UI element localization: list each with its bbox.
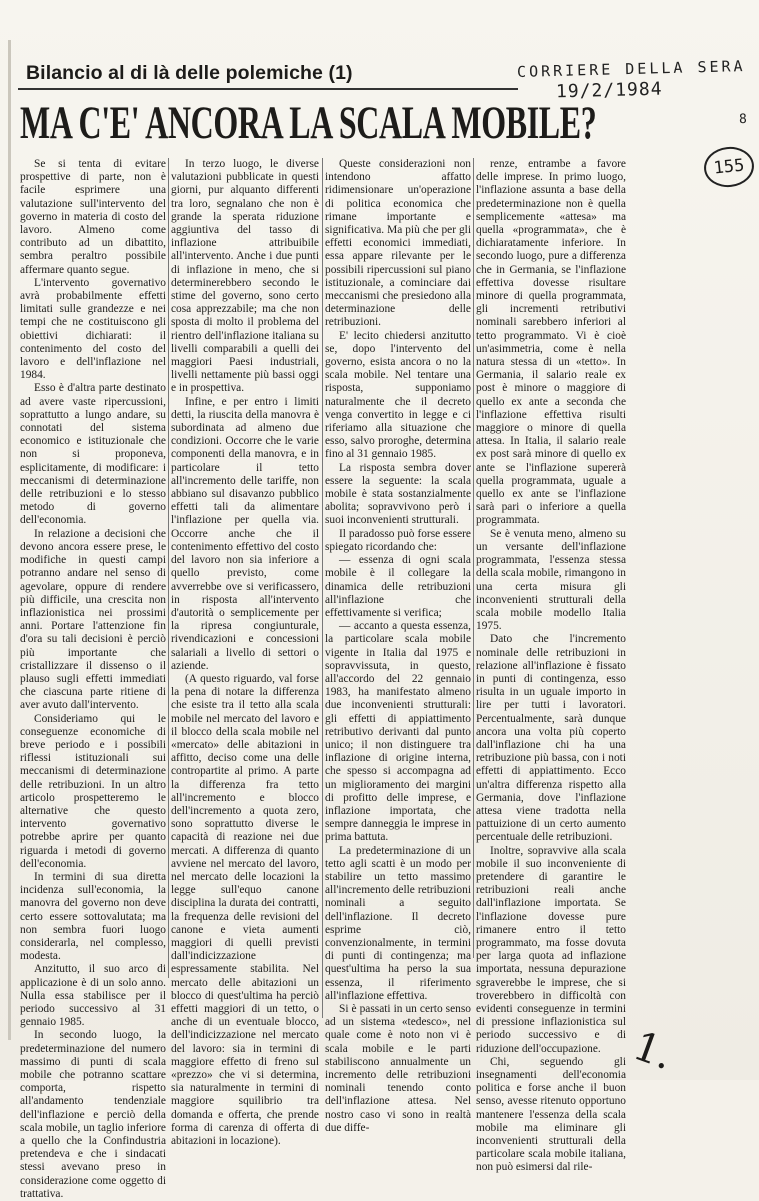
kicker-rule	[18, 88, 518, 90]
article-column-3	[325, 158, 471, 1134]
paragraph: Si è passati in un certo senso ad un sistema «tedesco», nel quale come è noto non vi è scala mobile e le parti stabiliscono annualmente un incremento delle retribuzioni nominali tenendo conto dell'inflazione attesa. Nel nostro caso vi sono in realtà due diffe-	[325, 1003, 471, 1134]
column-divider	[322, 158, 323, 1018]
article-headline: MA C'E' ANCORA LA SCALA MOBILE?	[20, 97, 597, 149]
page-number-stamp: 155	[702, 144, 756, 189]
paragraph: Infine, e per entro i limiti detti, la riuscita della manovra è subordinata ad almeno due condizioni. Occorre che le varie componenti della manovra, e in particolare il tetto all'incremento delle tariffe, non abbiano sul disavanzo pubblico effetti tali da alimentare l'inflazione per quella via. Occorre anche che il contenimento effettivo del costo del lavoro non sia inferiore a quello previsto, come avverrebbe ove si verificassero, in risposta all'intervento d'autorità o semplicemente per la ripresa congiunturale, rivendicazioni e concessioni salariali a livello di settori o aziende.	[171, 395, 319, 672]
paragraph: Queste considerazioni non intendono affatto ridimensionare un'operazione di politica economica che rimane importante e significativa. Ma più che per gli effetti economici immediati, essa appare rilevante per le possibili ripercussioni sul piano istituzionale, a cominciare dai meccanismi che presiedono alla determinazione delle retribuzioni.	[325, 158, 471, 329]
paragraph: La predeterminazione di un tetto agli scatti è un modo per stabilire un tetto massimo all'incremento delle retribuzioni nominali a seguito dell'inflazione. Il decreto esprime ciò, convenzionalmente, in termini di punti di contingenza; ma quest'ultima ha perso la sua essenza, il riferimento all'inflazione effettiva.	[325, 844, 471, 1002]
handwritten-date: 19/2/1984	[555, 78, 663, 103]
paragraph: E' lecito chiedersi anzitutto se, dopo l'intervento del governo, esista ancora o no la scala mobile. Nel tentare una risposta, supponiamo naturalmente che il decreto venga convertito in legge e ci riferiamo alla situazione che esso, salvo proroghe, determina fino al 31 gennaio 1985.	[325, 329, 471, 461]
paragraph: Consideriamo qui le conseguenze economiche di breve periodo e i possibili riflessi istituzionali sui meccanismi di determinazione delle retribuzioni. In un altro articolo prospetteremo le alternative che questo intervento governativo potrebbe aprire per quanto riguarda i metodi di governo dell'economia.	[20, 712, 166, 870]
paragraph: renze, entrambe a favore delle imprese. In primo luogo, l'inflazione assunta a base della predeterminazione non è quella semplicemente «attesa» ma quella «programmata», che è dichiaratamente inferiore. In secondo luogo, pure a differenza che in Germania, se l'inflazione effettiva dovesse risultare minore di quella programmata, gli incrementi retributivi nominali sarebbero inferiori al tetto programmato. Vi è cioè un'asimmetria, come è nella natura stessa di un «tetto». In Germania, il salario reale ex post è minore o maggiore di quello ex ante a seconda che l'inflazione effettiva risulti maggiore o minore di quella attesa. In Italia, il salario reale ex post sarà minore di quello ex ante se l'inflazione supererà quella programmata, uguale a quello ex ante se l'inflazione sarà pari o inferiore a quella programmata.	[476, 158, 626, 527]
paragraph: Anzitutto, il suo arco di applicazione è di un solo anno. Nulla essa stabilisce per il periodo successivo al 31 gennaio 1985.	[20, 963, 166, 1029]
paragraph: Esso è d'altra parte destinato ad avere vaste ripercussioni, soprattutto a lungo andare, su connotati del sistema economico e istituzionale che non si proponeva, esplicitamente, di modificare: i meccanismi di determinazione delle retribuzioni e lo stesso metodo di governo dell'economia.	[20, 382, 166, 527]
paragraph: Se si tenta di evitare prospettive di parte, non è facile esprimere una valutazione sull'intervento del governo in materia di costo del lavoro. Almeno come contributo ad un dibattito, sembra peraltro possibile affermare quanto segue.	[20, 158, 166, 276]
paragraph: Il paradosso può forse essere spiegato ricordando che:	[325, 527, 471, 553]
paragraph: — accanto a questa essenza, la particolare scala mobile vigente in Italia dal 1975 e sopravvissuta, in questo, all'accordo del 22 gennaio 1983, ha manifestato almeno due inconvenienti strutturali: gli effetti di appiattimento retributivo derivanti dal punto unico; il non distinguere tra inflazione di origine interna, che spesso si accompagna ad un miglioramento dei margini di profitto delle imprese, e inflazione importata, che sempre danneggia le imprese in prima battuta.	[325, 620, 471, 844]
article-kicker: Bilancio al di là delle polemiche (1)	[26, 62, 353, 84]
paragraph: Chi, seguendo gli insegnamenti dell'economia politica e forse anche il buon senso, avesse ritenuto opportuno mantenere l'essenza della scala mobile ma eliminare gli inconvenienti strutturali della particolare scala mobile italiana, non può esimersi dal rile-	[476, 1055, 626, 1174]
paragraph: La risposta sembra dover essere la seguente: la scala mobile è stata sostanzialmente abolita; sopravvivono però i suoi inconvenienti strutturali.	[325, 461, 471, 527]
paragraph: In relazione a decisioni che devono ancora essere prese, le modifiche in questi campi potranno andare nel senso di agevolare, oppure di rendere più difficile, una crescita non inflazionistica nei prossimi anni. Portare l'attenzione fin d'ora su tali decisioni è perciò più importante che cristallizzare il dissenso o il plauso sugli effetti immediati che ciascuna parte ritiene di aver avuto dall'intervento.	[20, 527, 166, 712]
article-column-4	[476, 158, 626, 1174]
paragraph: (A questo riguardo, val forse la pena di notare la differenza che esiste tra il tetto alla scala mobile nel mercato del lavoro e il blocco della scala mobile nel «mercato» delle abitazioni in affitto, deciso come una delle contropartite al primo. A parte la differenza fra tetto all'incremento e blocco dell'incremento a quota zero, sono soprattutto diverse le capacità di reazione nei due mercati. A differenza di quanto avviene nel mercato del lavoro, nel mercato delle locazioni la legge sull'equo canone disciplina la durata dei contratti, la frequenza delle revisioni del canone e vieta aumenti maggiori di quelli previsti dall'indicizzazione espressamente stabilita. Nel mercato delle abitazioni un blocco di quest'ultima ha perciò effetti maggiori di un tetto, o anche di un eventuale blocco, dell'indicizzazione nel mercato del lavoro: sia in termini di maggiore effetto di freno sul «prezzo» che vi si determina, sia naturalmente in termini di maggiore squilibrio tra domanda e offerta, che prende forma di carenza di offerta di abitazioni in locazione).	[171, 672, 319, 1148]
paragraph: In terzo luogo, le diverse valutazioni pubblicate in questi giorni, pur alquanto differenti tra loro, segnalano che non è grande la sperata riduzione aggiuntiva del tasso di inflazione attribuibile all'intervento. Anche i due punti di inflazione in meno, che si determinerebbero secondo le stime del governo, sono certo cosa apprezzabile; ma che non sposta di molto il problema del rientro dell'inflazione italiana su livelli comparabili a quelli dei maggiori Paesi industriali, livelli nettamente più bassi oggi e in prospettiva.	[171, 158, 319, 395]
paragraph: — essenza di ogni scala mobile è il collegare la dinamica delle retribuzioni all'inflazione che effettivamente si verifica;	[325, 554, 471, 619]
paragraph: L'intervento governativo avrà probabilmente effetti limitati sulle grandezze e nei tempi che ne costituiscono gli obiettivi dichiarati: il contenimento del costo del lavoro e dell'inflazione nel 1984.	[20, 276, 166, 382]
paragraph: Inoltre, sopravvive alla scala mobile il suo inconveniente di pretendere di garantire le retribuzioni reali anche dall'inflazione importata. Se l'inflazione dovesse pure rimanere entro il tetto programmato, ma fosse dovuta per larga quota ad inflazione importata, nessuna depurazione sgraverebbe le imprese, che si troverebbero in difficoltà con evidenti conseguenze in termini di pressione inflazionistica sul periodo successivo e di riduzione dell'occupazione.	[476, 844, 626, 1055]
article-column-2	[171, 158, 319, 1148]
paragraph: In secondo luogo, la predeterminazione del numero massimo di punti di scala mobile che potranno scattare comporta, rispetto all'andamento tendenziale dell'inflazione e perciò della scala mobile, un taglio inferiore a quello che la Confindustria pretendeva e che i sindacati stessi avevano preso in considerazione come oggetto di trattativa.	[20, 1029, 166, 1200]
paragraph: Se è venuta meno, almeno su un versante dell'inflazione programmata, l'essenza stessa della scala mobile, rimangono in una certa misura gli inconvenienti strutturali della scala mobile modello Italia 1975.	[476, 527, 626, 633]
column-divider	[168, 158, 169, 978]
column-divider	[473, 158, 474, 958]
paragraph: In termini di sua diretta incidenza sull'economia, la manovra del governo non deve certo essere sottovalutata; ma non sembra fuori luogo considerarla, nel complesso, modesta.	[20, 870, 166, 963]
corner-mark: 8	[738, 111, 748, 128]
handwritten-newspaper-name: CORRIERE DELLA SERA	[516, 57, 746, 81]
article-column-1	[20, 158, 166, 1200]
clipping-edge	[8, 40, 11, 1040]
handwritten-end-mark: 1.	[627, 1022, 679, 1080]
paragraph: Dato che l'incremento nominale delle retribuzioni in relazione all'inflazione è fissato in punti di contingenza, esso risulta in un uguale importo in lire per tutti i lavoratori. Percentualmente, sarà dunque ancora una volta più coperto dall'inflazione chi ha una retribuzione più bassa, con i noti effetti di appiattimento. Ecco un'altra differenza rispetto alla Germania, dove l'inflazione attesa viene tradotta nella pattuizione di un certo aumento percentuale delle retribuzioni.	[476, 633, 626, 844]
